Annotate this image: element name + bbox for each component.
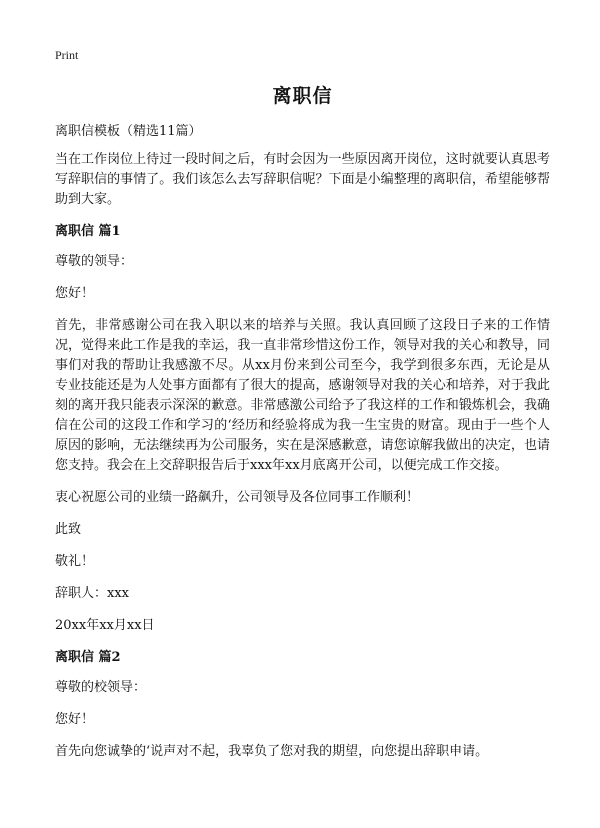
document-page — [55, 44, 550, 774]
greeting: 您好！ — [55, 712, 95, 727]
closing-line: 此致 — [55, 522, 82, 537]
section-heading-1: 离职信 篇1 — [55, 224, 121, 239]
intro-paragraph: 当在工作岗位上待过一段时间之后，有时会因为一些原因离开岗位，这时就要认真思考写辞职信的事情了。我们该怎么去写辞职信呢？下面是小编整理的离职信，希望能够帮助到大家。 — [55, 152, 550, 207]
wishes-paragraph: 衷心祝愿公司的业绩一路飙升，公司领导及各位同事工作顺利！ — [55, 490, 420, 505]
closing-salute: 敬礼！ — [55, 554, 95, 569]
section-heading-2: 离职信 篇2 — [55, 650, 121, 665]
salutation: 尊敬的领导： — [55, 254, 134, 269]
print-link[interactable]: Print — [55, 48, 79, 62]
salutation: 尊敬的校领导： — [55, 680, 147, 695]
document-subtitle: 离职信模板（精选11篇） — [55, 124, 202, 139]
page-title: 离职信 — [272, 85, 333, 107]
greeting: 您好！ — [55, 286, 95, 301]
body-paragraph: 首先向您诚挚的‘说声对不起，我辜负了您对我的期望，向您提出辞职申请。 — [55, 744, 489, 759]
body-paragraph: 首先，非常感谢公司在我入职以来的培养与关照。我认真回顾了这段日子来的工作情况，觉得来此工作是我的幸运，我一直非常珍惜这份工作，领导对我的关心和教导，同事们对我的帮助让我感激不尽。从xx月份来到公司至今，我学到很多东西，无论是从专业技能还是为人处事方面都有了很大的提高，感谢领导对我的关心和培养，对于我此刻的离开我只能表示深深的歉意。非常感激公司给予了我这样的工作和锻炼机会，我确信在公司的这段工作和学习的‘经历和经验将成为我一生宝贵的财富。现由于一些个人原因的影响，无法继续再为公司服务，实在是深感歉意，请您谅解我做出的决定，也请您支持。我会在上交辞职报告后于xxx年xx月底离开公司，以便完成工作交接。 — [55, 318, 550, 473]
signature-line: 辞职人：xxx — [55, 586, 129, 601]
date-line: 20xx年xx月xx日 — [55, 618, 155, 633]
